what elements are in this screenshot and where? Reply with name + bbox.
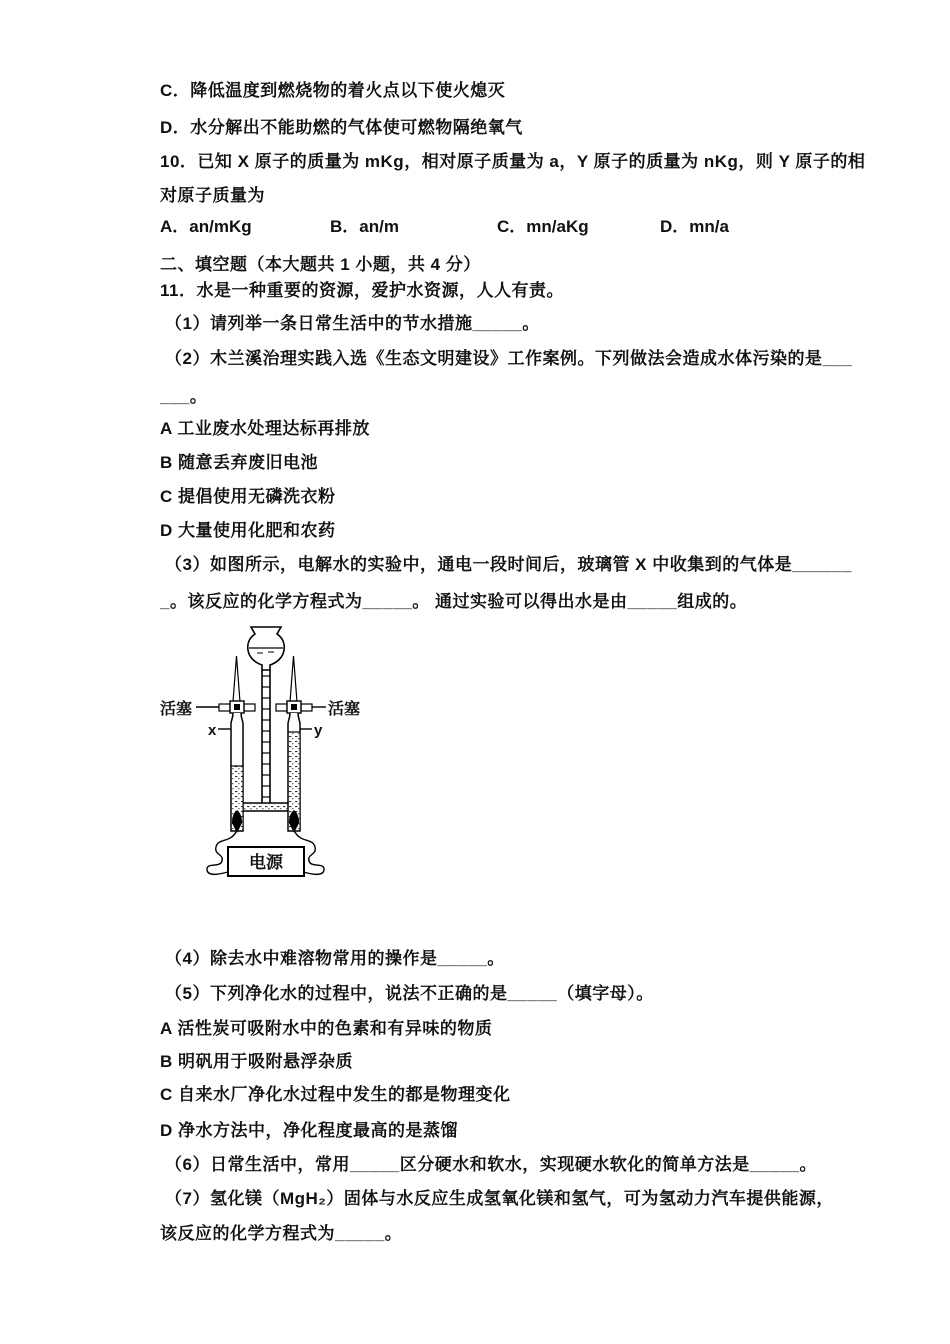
q11-part2-option-a: A 工业废水处理达标再排放 (160, 419, 370, 438)
q11-part5: （5）下列净化水的过程中，说法不正确的是_____（填字母）。 (165, 984, 654, 1003)
q11-part1: （1）请列举一条日常生活中的节水措施_____。 (165, 314, 540, 333)
power-supply-label: 电源 (249, 853, 283, 872)
q11-part2-option-c: C 提倡使用无磷洗衣粉 (160, 487, 336, 506)
q11-stem: 11．水是一种重要的资源，爱护水资源，人人有责。 (160, 281, 564, 300)
q9-option-d: D．水分解出不能助燃的气体使可燃物隔绝氧气 (160, 118, 523, 137)
q11-part5-option-b: B 明矾用于吸附悬浮杂质 (160, 1052, 353, 1071)
electrolysis-diagram (150, 618, 390, 890)
q11-part2-line1: （2）木兰溪治理实践入选《生态文明建设》工作案例。下列做法会造成水体污染的是___ (165, 349, 853, 368)
q11-part5-option-d: D 净水方法中，净化程度最高的是蒸馏 (160, 1121, 458, 1140)
q11-part3-line1: （3）如图所示，电解水的实验中，通电一段时间后，玻璃管 X 中收集到的气体是______ (165, 555, 852, 574)
jet-tip-right (290, 656, 297, 702)
q11-part2-option-d: D 大量使用化肥和农药 (160, 521, 336, 540)
q11-part6: （6）日常生活中，常用_____区分硬水和软水，实现硬水软化的简单方法是_____。 (165, 1155, 817, 1174)
q10-stem-line2: 对原子质量为 (160, 186, 265, 205)
q10-option-b: B．an/m (330, 217, 399, 236)
stopcock-right (276, 701, 312, 713)
q11-part5-option-a: A 活性炭可吸附水中的色素和有异味的物质 (160, 1019, 493, 1038)
q10-options-row (0, 212, 950, 236)
tube-x-label: x (208, 722, 217, 739)
q10-option-a: A．an/mKg (160, 217, 252, 236)
q11-part7-line1: （7）氢化镁（MgH₂）固体与水反应生成氢氧化镁和氢气，可为氢动力汽车提供能源， (165, 1189, 834, 1208)
q11-part2-option-b: B 随意丢弃废旧电池 (160, 453, 318, 472)
q10-option-c: C．mn/aKg (497, 217, 589, 236)
q11-part7-line2: 该反应的化学方程式为_____。 (160, 1224, 403, 1243)
q9-option-c: C．降低温度到燃烧物的着火点以下使火熄灭 (160, 81, 506, 100)
q10-option-d: D．mn/a (660, 217, 729, 236)
q11-part2-line2: ___。 (160, 387, 208, 406)
tube-y-label: y (314, 722, 323, 739)
q10-stem-line1: 10．已知 X 原子的质量为 mKg，相对原子质量为 a，Y 原子的质量为 nKg，则 Y 原子的相 (160, 152, 866, 171)
stopcock-right-label: 活塞 (328, 701, 361, 718)
q11-part5-option-c: C 自来水厂净化水过程中发生的都是物理变化 (160, 1085, 511, 1104)
connector-tube (243, 803, 288, 811)
section2-header: 二、填空题（本大题共 1 小题，共 4 分） (160, 255, 481, 274)
stopcock-left-label: 活塞 (160, 701, 193, 718)
stopcock-left (219, 701, 255, 713)
q11-part4: （4）除去水中难溶物常用的操作是_____。 (165, 949, 505, 968)
graduated-tube (262, 670, 270, 803)
jet-tip-left (233, 656, 240, 702)
q11-part3-line2: _。该反应的化学方程式为_____。 通过实验可以得出水是由_____组成的。 (160, 592, 748, 611)
